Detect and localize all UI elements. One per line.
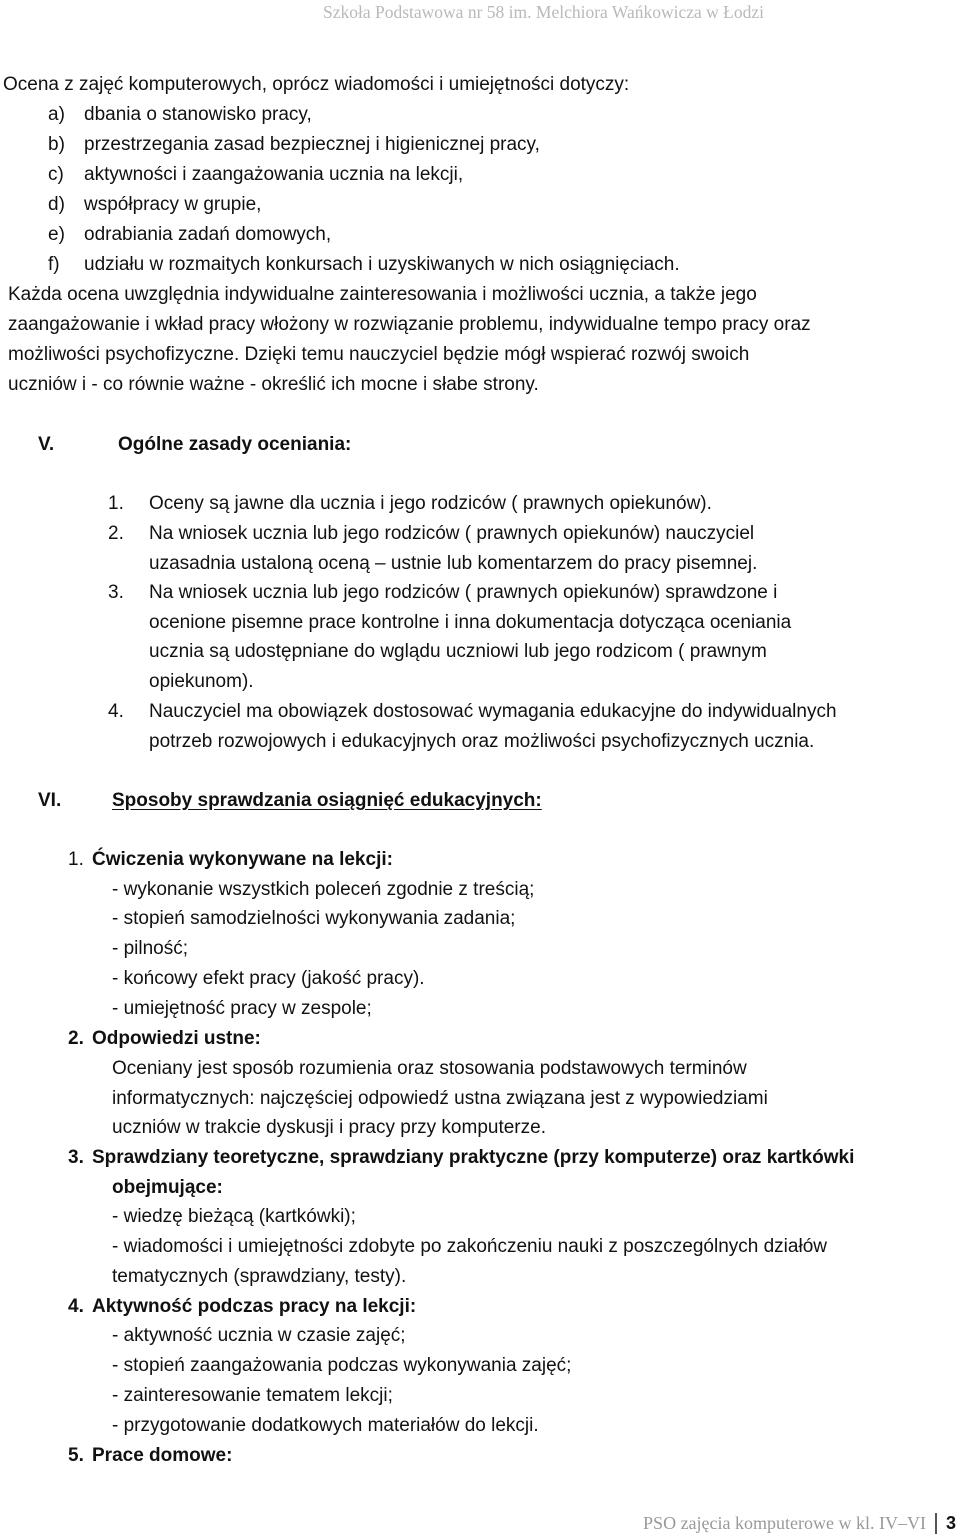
- group-line: - aktywność ucznia w czasie zajęć;: [112, 1325, 406, 1346]
- list-item: ucznia są udostępniane do wglądu uczniowi lub jego rodzicom ( prawnym: [149, 641, 767, 662]
- section-numeral: VI.: [38, 790, 62, 811]
- group-number: 4.: [68, 1296, 84, 1317]
- list-item: opiekunom).: [149, 671, 254, 692]
- group-heading: Sprawdziany teoretyczne, sprawdziany praktyczne (przy komputerze) oraz kartkówki: [92, 1147, 855, 1168]
- list-item: Na wniosek ucznia lub jego rodziców ( prawnych opiekunów) sprawdzone i: [149, 582, 778, 603]
- list-marker: d): [48, 194, 65, 215]
- footer-text: PSO zajęcia komputerowe w kl. IV–VI: [643, 1513, 926, 1533]
- list-item: Na wniosek ucznia lub jego rodziców ( prawnych opiekunów) nauczyciel: [149, 523, 755, 544]
- list-item: uzasadnia ustaloną oceną – ustnie lub komentarzem do pracy pisemnej.: [149, 553, 758, 574]
- list-number: 3.: [108, 582, 124, 603]
- list-item: dbania o stanowisko pracy,: [84, 104, 312, 125]
- section-title: Sposoby sprawdzania osiągnięć edukacyjnych:: [112, 790, 542, 811]
- group-line: - umiejętność pracy w zespole;: [112, 998, 372, 1019]
- list-item: potrzeb rozwojowych i edukacyjnych oraz możliwości psychofizycznych ucznia.: [149, 731, 815, 752]
- page-number: 3: [945, 1513, 956, 1533]
- list-marker: c): [48, 164, 64, 185]
- section-title: Ogólne zasady oceniania:: [118, 434, 352, 455]
- list-number: 4.: [108, 701, 124, 722]
- group-line: uczniów w trakcie dyskusji i pracy przy komputerze.: [112, 1117, 546, 1138]
- group-line: Oceniany jest sposób rozumienia oraz stosowania podstawowych terminów: [112, 1058, 747, 1079]
- list-item: Nauczyciel ma obowiązek dostosować wymagania edukacyjne do indywidualnych: [149, 701, 837, 722]
- list-item: udziału w rozmaitych konkursach i uzyskiwanych w nich osiągnięciach.: [84, 254, 680, 275]
- group-line: - przygotowanie dodatkowych materiałów do lekcji.: [112, 1415, 539, 1436]
- list-item: przestrzegania zasad bezpiecznej i higienicznej pracy,: [84, 134, 540, 155]
- paragraph-line: zaangażowanie i wkład pracy włożony w rozwiązanie problemu, indywidualne tempo pracy oraz: [8, 314, 811, 335]
- group-heading: Prace domowe:: [92, 1445, 233, 1466]
- list-item: odrabiania zadań domowych,: [84, 224, 332, 245]
- group-line: - zainteresowanie tematem lekcji;: [112, 1385, 393, 1406]
- list-marker: e): [48, 224, 65, 245]
- group-heading: obejmujące:: [112, 1177, 223, 1198]
- list-item: ocenione pisemne prace kontrolne i inna dokumentacja dotycząca oceniania: [149, 612, 792, 633]
- paragraph-line: uczniów i - co równie ważne - określić ich mocne i słabe strony.: [8, 374, 539, 395]
- paragraph-line: Każda ocena uwzględnia indywidualne zainteresowania i możliwości ucznia, a także jego: [8, 284, 757, 305]
- paragraph-line: możliwości psychofizyczne. Dzięki temu nauczyciel będzie mógł wspierać rozwój swoich: [8, 344, 750, 365]
- group-number: 2.: [68, 1028, 84, 1049]
- group-line: - stopień samodzielności wykonywania zadania;: [112, 908, 516, 929]
- page-header: Szkoła Podstawowa nr 58 im. Melchiora Wańkowicza w Łodzi: [322, 2, 764, 22]
- group-line: - pilność;: [112, 938, 189, 959]
- intro-lead: Ocena z zajęć komputerowych, oprócz wiadomości i umiejętności dotyczy:: [3, 74, 630, 95]
- list-marker: a): [48, 104, 65, 125]
- list-marker: f): [48, 254, 60, 275]
- group-line: - wiedzę bieżącą (kartkówki);: [112, 1206, 356, 1227]
- group-line: - końcowy efekt pracy (jakość pracy).: [112, 968, 425, 989]
- footer-divider: [935, 1513, 937, 1534]
- group-number: 5.: [68, 1445, 84, 1466]
- list-item: Oceny są jawne dla ucznia i jego rodziców ( prawnych opiekunów).: [149, 493, 712, 514]
- list-number: 2.: [108, 523, 124, 544]
- list-item: współpracy w grupie,: [84, 194, 262, 215]
- list-number: 1.: [108, 493, 124, 514]
- group-heading: Ćwiczenia wykonywane na lekcji:: [92, 849, 393, 870]
- list-marker: b): [48, 134, 65, 155]
- group-line: - stopień zaangażowania podczas wykonywania zajęć;: [112, 1355, 572, 1376]
- group-line: - wykonanie wszystkich poleceń zgodnie z treścią;: [112, 879, 535, 900]
- page-footer: [643, 1509, 960, 1538]
- group-heading: Aktywność podczas pracy na lekcji:: [92, 1296, 417, 1317]
- group-heading: Odpowiedzi ustne:: [92, 1028, 261, 1049]
- group-line: informatycznych: najczęściej odpowiedź ustna związana jest z wypowiedziami: [112, 1088, 768, 1109]
- group-number: 1.: [68, 849, 84, 870]
- group-line: - wiadomości i umiejętności zdobyte po zakończeniu nauki z poszczególnych działów: [112, 1236, 827, 1257]
- section-numeral: V.: [38, 434, 55, 455]
- list-item: aktywności i zaangażowania ucznia na lekcji,: [84, 164, 464, 185]
- group-line: tematycznych (sprawdziany, testy).: [112, 1266, 407, 1287]
- group-number: 3.: [68, 1147, 84, 1168]
